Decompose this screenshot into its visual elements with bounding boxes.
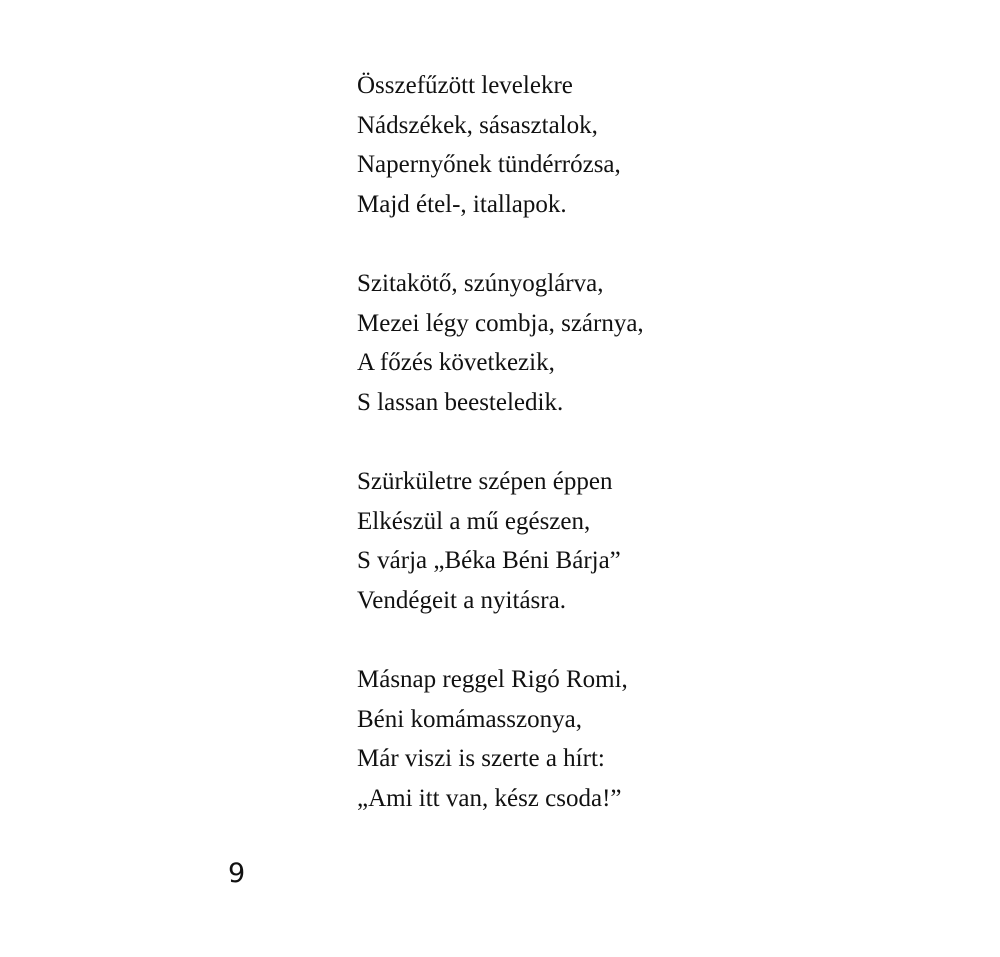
- poem-line: Összefűzött levelekre: [357, 72, 573, 99]
- poem-line: Szitakötő, szúnyoglárva,: [357, 270, 604, 297]
- poem-line: Elkészül a mű egészen,: [357, 507, 591, 535]
- poem-line: Másnap reggel Rigó Romi,: [357, 666, 628, 693]
- stanza-2: [357, 264, 644, 422]
- poem-line: Szürkületre szépen éppen: [357, 468, 613, 495]
- poem-line: Vendégeit a nyitásra.: [357, 586, 566, 614]
- poem-line: Napernyőnek tündérrózsa,: [357, 151, 621, 178]
- stanza-1: [357, 66, 644, 224]
- poem-line: S lassan beesteledik.: [357, 388, 564, 416]
- page-number: 9: [228, 858, 246, 889]
- stanza-3: [357, 462, 644, 620]
- poem-line: „Ami itt van, kész csoda!”: [357, 784, 622, 812]
- poem-line: S várja „Béka Béni Bárja”: [357, 547, 621, 574]
- poem-line: A főzés következik,: [357, 349, 555, 376]
- stanza-4: [357, 660, 644, 818]
- poem-line: Már viszi is szerte a hírt:: [357, 745, 605, 772]
- poem-line: Béni komámasszonya,: [357, 705, 582, 733]
- poem-line: Nádszékek, sásasztalok,: [357, 111, 598, 139]
- poem-line: Mezei légy combja, szárnya,: [357, 309, 644, 337]
- poem-line: Majd étel-, itallapok.: [357, 190, 567, 218]
- poem-body: [357, 66, 644, 818]
